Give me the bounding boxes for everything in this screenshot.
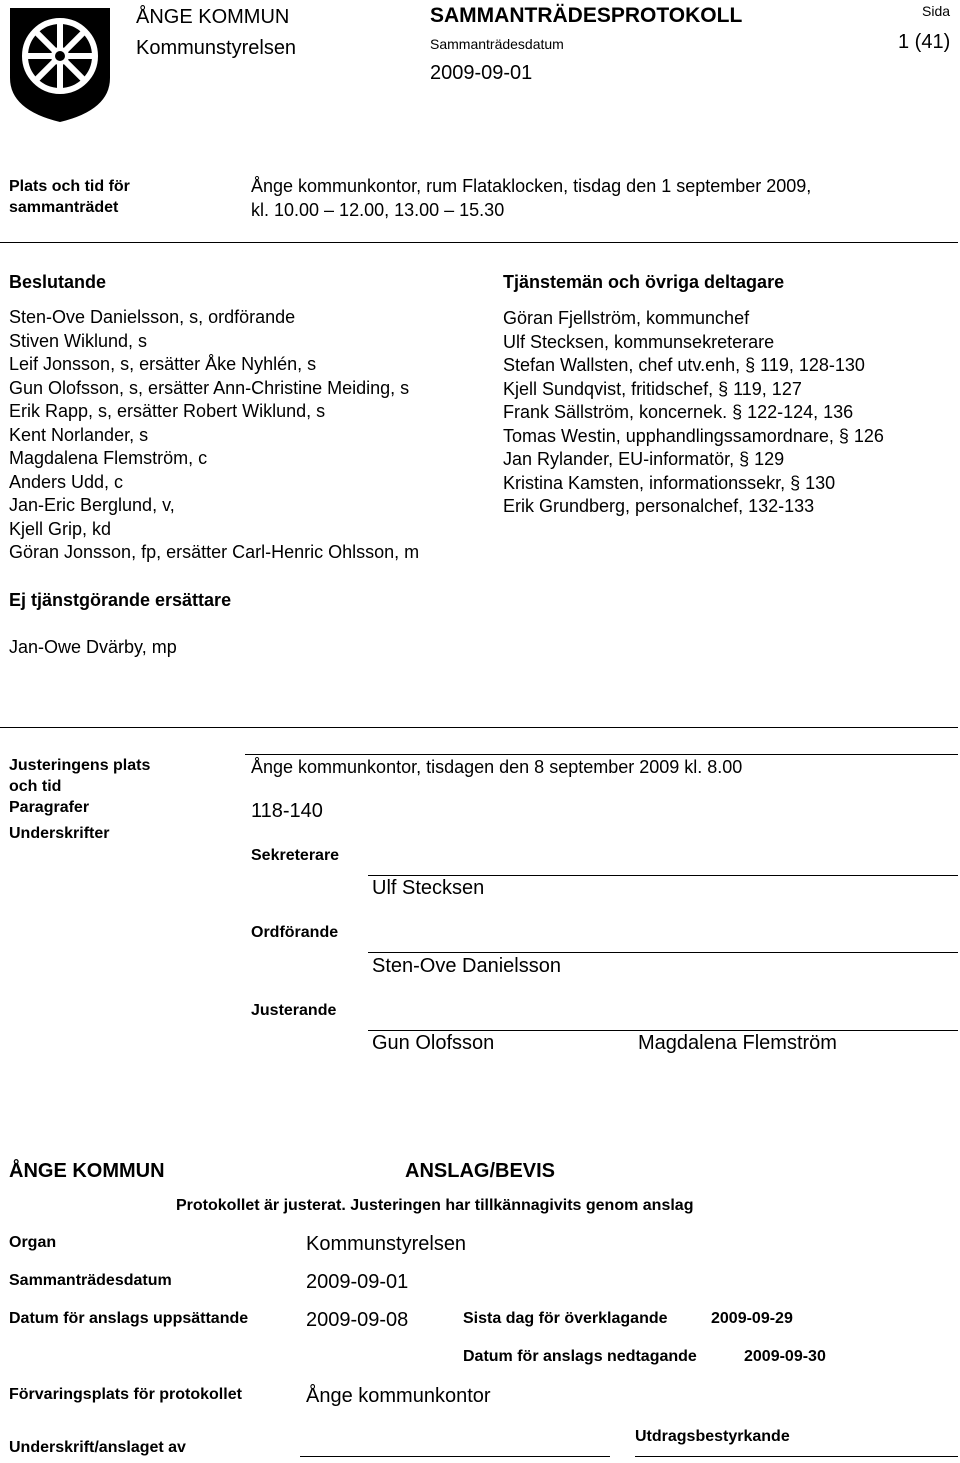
extract-label: Utdragsbestyrkande [635, 1428, 790, 1445]
meeting-time-value: kl. 10.00 – 12.00, 13.00 – 15.30 [251, 200, 505, 220]
tjanstemen-heading: Tjänstemän och övriga deltagare [503, 272, 785, 292]
list-item: Stefan Wallsten, chef utv.enh, § 119, 128-130 [503, 355, 865, 375]
header-org-unit: Kommunstyrelsen [136, 37, 297, 59]
removed-value: 2009-09-30 [744, 1348, 826, 1365]
meeting-date: 2009-09-01 [430, 62, 533, 84]
paragraphs-label: Paragrafer [9, 799, 90, 816]
paragraphs-value: 118-140 [251, 800, 323, 822]
adjuster-name-1: Gun Olofsson [372, 1032, 495, 1054]
divider [0, 727, 958, 728]
list-item: Göran Fjellström, kommunchef [503, 308, 750, 328]
signature-label: Underskrift/anslaget av [9, 1439, 186, 1456]
page-number: 1 (41) [898, 31, 951, 53]
list-item: Jan Rylander, EU-informatör, § 129 [503, 449, 785, 469]
anslag-heading: ANSLAG/BEVIS [405, 1160, 556, 1182]
secretary-label: Sekreterare [251, 847, 340, 864]
appeal-value: 2009-09-29 [711, 1310, 793, 1327]
list-item: Tomas Westin, upphandlingssamordnare, § 126 [503, 425, 884, 446]
list-item: Göran Jonsson, fp, ersätter Carl-Henric Ohlsson, m [9, 542, 420, 562]
signature-line [368, 875, 958, 876]
ersattare-heading: Ej tjänstgörande ersättare [9, 590, 232, 610]
list-item: Kent Norlander, s [9, 424, 149, 445]
beslutande-heading: Beslutande [9, 272, 107, 292]
removed-label: Datum för anslags nedtagande [463, 1348, 697, 1365]
meeting-place-label: Plats och tid för [9, 178, 130, 195]
municipality-logo [8, 6, 112, 124]
signature-line [300, 1456, 610, 1457]
list-item: Ulf Stecksen, kommunsekreterare [503, 331, 775, 352]
list-item: Magdalena Flemström, c [9, 448, 208, 468]
tjanstemen-list [503, 307, 884, 519]
list-item: Leif Jonsson, s, ersätter Åke Nyhlén, s [9, 354, 317, 374]
justering-place-value: Ånge kommunkontor, tisdagen den 8 september 2009 kl. 8.00 [251, 757, 743, 777]
list-item: Kristina Kamsten, informationssekr, § 130 [503, 472, 836, 493]
anslag-date-label: Sammanträdesdatum [9, 1272, 172, 1289]
anslag-date-value: 2009-09-01 [306, 1271, 409, 1293]
date-label: Sammanträdesdatum [430, 36, 564, 52]
appeal-label: Sista dag för överklagande [463, 1310, 668, 1327]
list-item: Erik Grundberg, personalchef, 132-133 [503, 496, 815, 516]
divider [0, 242, 958, 243]
chair-name: Sten-Ove Danielsson [372, 955, 561, 977]
anslag-note: Protokollet är justerat. Justeringen har tillkännagivits genom anslag [176, 1197, 694, 1214]
ersattare-item: Jan-Owe Dvärby, mp [9, 637, 177, 657]
doc-type-title: SAMMANTRÄDESPROTOKOLL [430, 4, 743, 27]
chair-label: Ordförande [251, 924, 339, 941]
list-item: Stiven Wiklund, s [9, 330, 148, 351]
secretary-name: Ulf Stecksen [372, 877, 485, 899]
list-item: Sten-Ove Danielsson, s, ordförande [9, 307, 296, 327]
justering-place-label: Justeringens plats [9, 757, 151, 774]
list-item: Kjell Grip, kd [9, 518, 112, 539]
divider [245, 754, 958, 755]
organ-value: Kommunstyrelsen [306, 1233, 467, 1255]
header-org-name: ÅNGE KOMMUN [136, 6, 290, 28]
meeting-place-value: Ånge kommunkontor, rum Flataklocken, tisdag den 1 september 2009, [251, 176, 812, 196]
organ-label: Organ [9, 1234, 57, 1251]
adjuster-name-2: Magdalena Flemström [638, 1032, 837, 1054]
list-item: Erik Rapp, s, ersätter Robert Wiklund, s [9, 401, 326, 421]
posted-value: 2009-09-08 [306, 1309, 409, 1331]
anslag-org-name: ÅNGE KOMMUN [9, 1160, 165, 1182]
list-item: Kjell Sundqvist, fritidschef, § 119, 127 [503, 378, 802, 399]
beslutande-list [9, 306, 419, 565]
list-item: Gun Olofsson, s, ersätter Ann-Christine Meiding, s [9, 377, 410, 398]
signature-line [368, 952, 958, 953]
page-label: Sida [922, 3, 951, 19]
storage-label: Förvaringsplats för protokollet [9, 1386, 242, 1403]
justering-place-label-2: och tid [9, 778, 62, 795]
posted-label: Datum för anslags uppsättande [9, 1310, 249, 1327]
list-item: Frank Sällström, koncernek. § 122-124, 136 [503, 402, 854, 422]
meeting-place-label-2: sammanträdet [9, 199, 119, 216]
signatures-label: Underskrifter [9, 825, 110, 842]
list-item: Anders Udd, c [9, 471, 124, 492]
storage-value: Ånge kommunkontor [306, 1385, 491, 1407]
adjuster-label: Justerande [251, 1002, 337, 1019]
signature-line [368, 1030, 958, 1031]
signature-line [635, 1456, 958, 1457]
list-item: Jan-Eric Berglund, v, [9, 495, 175, 515]
